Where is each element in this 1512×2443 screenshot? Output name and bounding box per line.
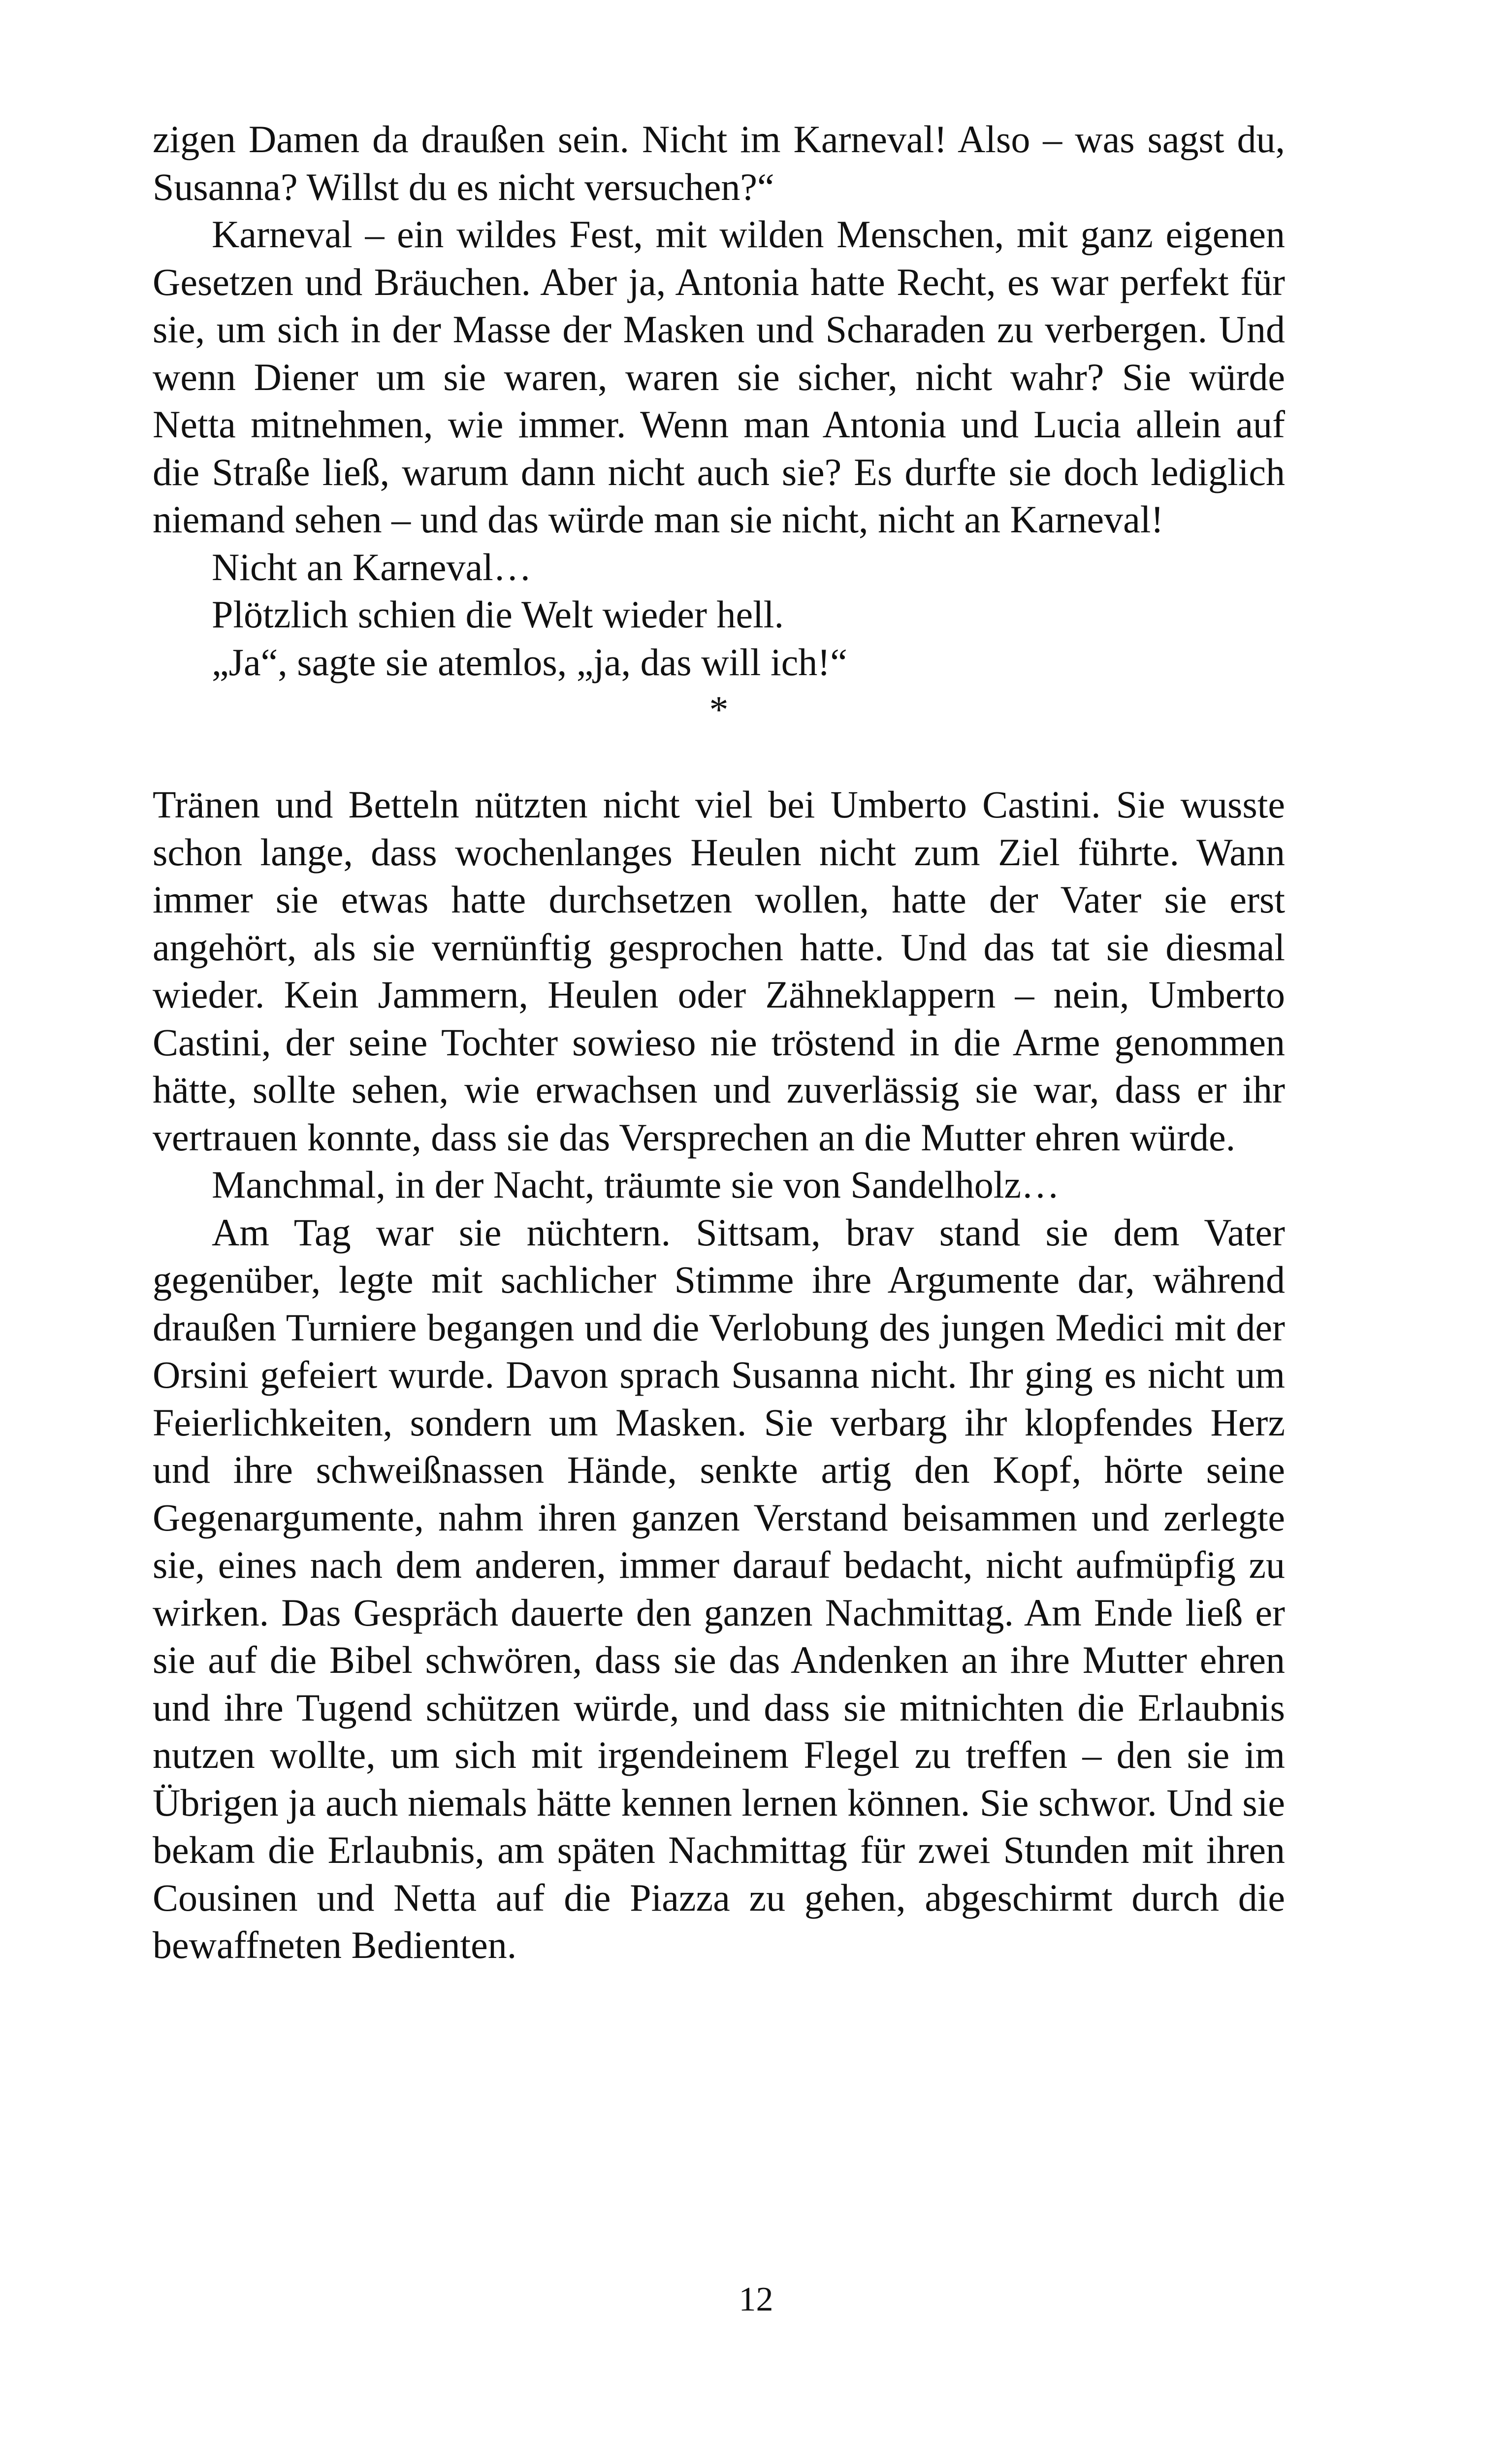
scene-break-asterisk: *	[709, 688, 729, 731]
paragraph: Nicht an Karneval…	[212, 545, 532, 588]
paragraph: „Ja“, sagte sie atemlos, „ja, das will ich!“	[212, 640, 847, 684]
paragraph: Karneval – ein wildes Fest, mit wilden Menschen, mit ganz eigenen Gesetzen und Bräuchen. Aber ja, Antonia hatte Recht, es war perfekt für sie, um sich in der Masse der Masken und Scharaden zu verbergen. Und wenn Diener um sie waren, waren sie sicher, nicht wahr? Sie würde Netta mitnehmen, wie immer. Wenn man Antonia und Lucia allein auf die Straße ließ, warum dann nicht auch sie? Es durfte sie doch lediglich niemand sehen – und das würde man sie nicht, nicht an Karneval!	[153, 213, 1285, 541]
paragraph: zigen Damen da draußen sein. Nicht im Karneval! Also – was sagst du, Susanna? Willst du es nicht versuchen?“	[153, 118, 1285, 208]
paragraph: Tränen und Betteln nützten nicht viel bei Umberto Castini. Sie wusste schon lange, dass wochenlanges Heulen nicht zum Ziel führte. Wann immer sie etwas hatte durchsetzen wollen, hatte der Vater sie erst angehört, als sie vernünftig gesprochen hatte. Und das tat sie diesmal wieder. Kein Jammern, Heulen oder Zähneklappern – nein, Umberto Castini, der seine Tochter sowieso nie tröstend in die Arme genommen hätte, sollte sehen, wie erwachsen und zuverlässig sie war, dass er ihr vertrauen konnte, dass sie das Versprechen an die Mutter ehren würde.	[153, 783, 1285, 1159]
paragraph: Manchmal, in der Nacht, träumte sie von Sandelholz…	[212, 1163, 1060, 1206]
scene-break	[153, 686, 1285, 781]
page-number: 12	[739, 2280, 773, 2318]
paragraph: Am Tag war sie nüchtern. Sittsam, brav stand sie dem Vater gegenüber, legte mit sachlicher Stimme ihre Argumente dar, während draußen Turniere begangen und die Verlobung des jungen Medici mit der Orsini gefeiert wurde. Davon sprach Susanna nicht. Ihr ging es nicht um Feierlichkeiten, sondern um Masken. Sie verbarg ihr klopfendes Herz und ihre schweißnassen Hände, senkte artig den Kopf, hörte seine Gegenargumente, nahm ihren ganzen Verstand beisammen und zerlegte sie, eines nach dem anderen, immer darauf bedacht, nicht aufmüpfig zu wirken. Das Gespräch dauerte den ganzen Nachmittag. Am Ende ließ er sie auf die Bibel schwören, dass sie das Andenken an ihre Mutter ehren und ihre Tugend schützen würde, und dass sie mitnichten die Erlaubnis nutzen wollte, um sich mit irgendeinem Flegel zu treffen – den sie im Übrigen ja auch niemals hätte kennen lernen können. Sie schwor. Und sie bekam die Erlaubnis, am späten Nachmittag für zwei Stunden mit ihren Cousinen und Netta auf die Piazza zu gehen, abgeschirmt durch die bewaffneten Bedienten.	[153, 1210, 1285, 1966]
body-text	[153, 116, 1285, 1969]
paragraph: Plötzlich schien die Welt wieder hell.	[212, 593, 784, 636]
